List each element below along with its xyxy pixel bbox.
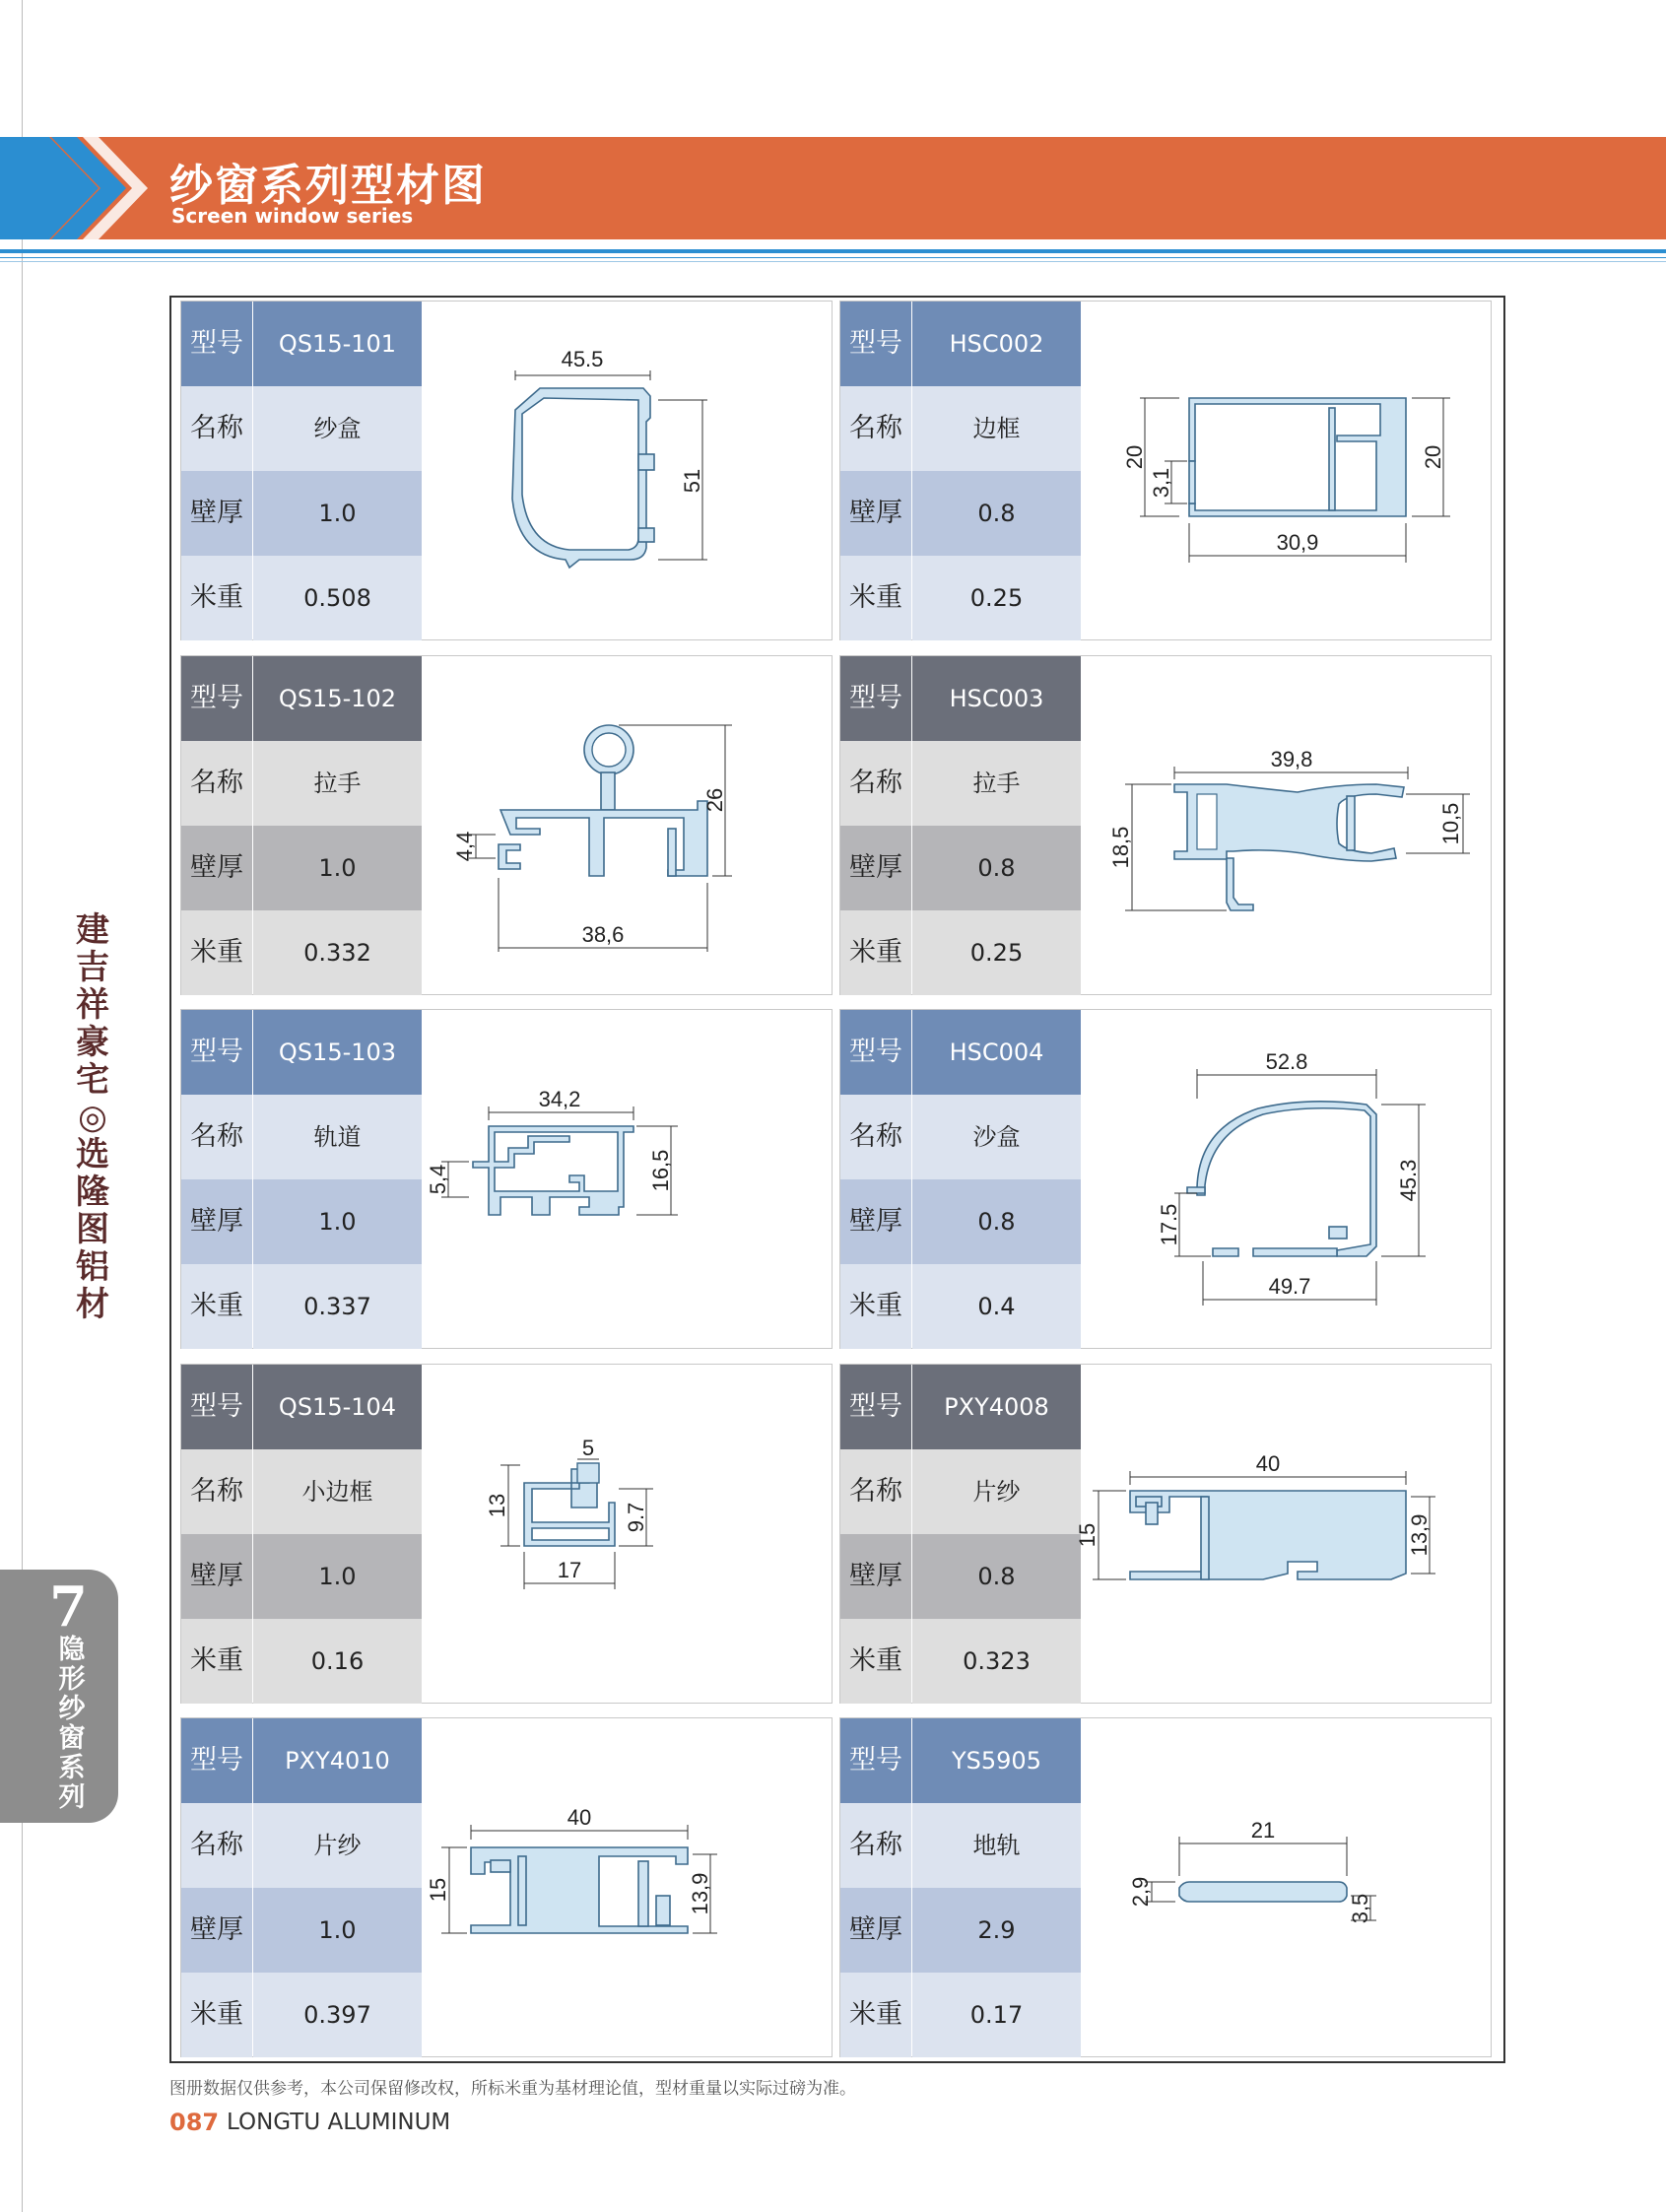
spec-row-thickness [181,1534,422,1619]
spec-row-name [181,1449,422,1534]
dimension-label: 51 [680,468,704,494]
spec-label-model: 型号 [181,302,252,386]
dimension-label: 18,5 [1108,826,1133,869]
profile-drawing [1081,1718,1493,2058]
dimension-label: 13,9 [688,1872,712,1915]
spec-value-weight: 0.25 [912,556,1081,640]
spec-label-model: 型号 [181,1010,252,1095]
spec-row-name [181,741,422,826]
spec-value-model: QS15-102 [253,656,422,741]
spec-row-model [181,1718,422,1803]
spec-row-thickness [840,1179,1081,1264]
dimension-label: 49.7 [1268,1274,1311,1299]
spec-value-model: HSC002 [912,302,1081,386]
spec-value-model: HSC003 [912,656,1081,741]
page-title: 纱窗系列型材图 [169,161,487,211]
spec-row-name [840,1449,1081,1534]
dimension-label: 16,5 [648,1149,673,1192]
spec-label-name: 名称 [181,386,252,471]
spec-value-thickness: 1.0 [253,1179,422,1264]
spec-label-model: 型号 [181,656,252,741]
spec-value-weight: 0.16 [253,1619,422,1704]
header-rule [0,249,1666,253]
spec-value-thickness: 0.8 [912,826,1081,910]
product-card [180,655,833,995]
spec-row-weight [181,1619,422,1704]
spec-value-name: 片纱 [253,1803,422,1888]
spec-value-weight: 0.337 [253,1264,422,1349]
spec-row-thickness [181,471,422,556]
dimension-label: 40 [1255,1451,1281,1476]
spec-label-name: 名称 [181,1803,252,1888]
spec-label-name: 名称 [181,741,252,826]
spec-value-weight: 0.397 [253,1973,422,2057]
spec-label-name: 名称 [840,1095,911,1179]
product-card [839,655,1492,995]
chapter-number: 7 [49,1575,88,1640]
spec-row-name [840,1095,1081,1179]
spec-row-model [181,656,422,741]
dimension-label: 20 [1122,444,1147,470]
dimension-label: 39,8 [1270,747,1313,771]
spec-row-name [840,386,1081,471]
spec-row-name [840,741,1081,826]
spec-row-thickness [181,1888,422,1973]
dimension-label: 3,1 [1149,467,1173,499]
profile-drawing [422,656,833,996]
dimension-label: 4,4 [452,831,477,862]
spec-value-name: 轨道 [253,1095,422,1179]
spec-label-model: 型号 [840,656,911,741]
spec-label-name: 名称 [840,386,911,471]
dimension-label: 40 [566,1805,592,1830]
dimension-label: 52.8 [1265,1049,1308,1074]
spec-label-thickness: 壁厚 [840,471,911,556]
dimension-label: 13,9 [1407,1513,1432,1557]
profile-drawing [1075,1365,1493,1705]
spec-label-model: 型号 [181,1365,252,1449]
spec-row-name [181,386,422,471]
dimension-label: 34,2 [538,1087,581,1111]
spec-value-thickness: 1.0 [253,471,422,556]
spec-label-weight: 米重 [840,1264,911,1349]
spec-label-weight: 米重 [181,1619,252,1704]
product-card [180,1717,833,2057]
dimension-label: 15 [426,1877,450,1903]
spec-label-thickness: 壁厚 [840,826,911,910]
spec-label-weight: 米重 [181,1264,252,1349]
spec-row-weight [840,1619,1081,1704]
spec-value-name: 纱盒 [253,386,422,471]
spec-value-model: PXY4010 [253,1718,422,1803]
spec-label-thickness: 壁厚 [181,1534,252,1619]
spec-value-weight: 0.25 [912,910,1081,995]
dimension-label: 21 [1250,1818,1276,1843]
product-card [839,1009,1492,1349]
dimension-label: 10,5 [1438,802,1463,845]
dimension-label: 20 [1421,444,1445,470]
side-brand-slogan: 建吉祥豪宅◎选隆图铝材 [76,910,109,1324]
product-card [839,1717,1492,2057]
spec-label-model: 型号 [181,1718,252,1803]
spec-row-weight [840,910,1081,995]
spec-row-weight [181,1264,422,1349]
spec-value-name: 小边框 [253,1449,422,1534]
spec-row-model [181,302,422,386]
spec-row-thickness [840,1534,1081,1619]
spec-row-model [840,1718,1081,1803]
profile-drawing [1081,302,1493,641]
product-card [839,1364,1492,1704]
spec-label-model: 型号 [840,1718,911,1803]
spec-value-name: 边框 [912,386,1081,471]
spec-value-model: PXY4008 [912,1365,1081,1449]
dimension-label: 45.3 [1396,1159,1421,1202]
profile-drawing [1081,1010,1493,1350]
spec-label-weight: 米重 [181,1973,252,2057]
spec-value-thickness: 1.0 [253,1534,422,1619]
spec-value-name: 片纱 [912,1449,1081,1534]
spec-row-weight [840,1973,1081,2057]
spec-label-model: 型号 [840,1365,911,1449]
dimension-label: 26 [702,787,727,813]
spec-value-weight: 0.332 [253,910,422,995]
profile-drawing [1081,656,1493,996]
chapter-title: 隐形纱窗系列 [58,1635,86,1813]
dimension-label: 30,9 [1276,530,1319,555]
page-number: 087 [169,2109,220,2136]
spec-label-weight: 米重 [840,556,911,640]
spec-label-weight: 米重 [840,1973,911,2057]
footer-brand: LONGTU ALUMINUM [227,2110,451,2135]
spec-row-model [840,1010,1081,1095]
product-card [180,1009,833,1349]
spec-label-model: 型号 [840,302,911,386]
spec-value-thickness: 1.0 [253,826,422,910]
spec-label-name: 名称 [181,1095,252,1179]
spec-row-thickness [840,826,1081,910]
spec-label-name: 名称 [840,1449,911,1534]
product-card [839,301,1492,640]
spec-value-name: 沙盒 [912,1095,1081,1179]
spec-row-thickness [181,826,422,910]
product-card [180,1364,833,1704]
spec-label-thickness: 壁厚 [840,1179,911,1264]
spec-label-weight: 米重 [840,1619,911,1704]
dimension-label: 5,4 [426,1164,450,1195]
spec-label-name: 名称 [840,1803,911,1888]
spec-value-model: QS15-101 [253,302,422,386]
profile-drawing [422,1718,833,2058]
dimension-label: 5 [581,1436,595,1460]
spec-row-weight [840,1264,1081,1349]
profile-drawing [422,1365,833,1705]
spec-value-thickness: 0.8 [912,1534,1081,1619]
spec-value-model: YS5905 [912,1718,1081,1803]
spec-row-weight [181,910,422,995]
spec-row-name [181,1803,422,1888]
spec-label-thickness: 壁厚 [181,1888,252,1973]
spec-value-name: 地轨 [912,1803,1081,1888]
dimension-label: 3,5 [1348,1893,1372,1924]
dimension-label: 2,9 [1128,1876,1153,1908]
spec-value-name: 拉手 [253,741,422,826]
spec-row-model [840,656,1081,741]
spec-row-weight [181,1973,422,2057]
spec-value-model: QS15-104 [253,1365,422,1449]
dimension-label: 45.5 [561,347,604,371]
spec-row-thickness [840,1888,1081,1973]
dimension-label: 38,6 [581,922,625,947]
dimension-label: 15 [1075,1522,1100,1548]
spec-label-thickness: 壁厚 [840,1888,911,1973]
header-rule [0,257,1666,258]
spec-label-thickness: 壁厚 [181,826,252,910]
spec-row-model [840,1365,1081,1449]
spec-row-thickness [840,471,1081,556]
spec-row-thickness [181,1179,422,1264]
spec-label-weight: 米重 [181,556,252,640]
profile-drawing [422,1010,833,1350]
spec-value-weight: 0.17 [912,1973,1081,2057]
spec-value-model: QS15-103 [253,1010,422,1095]
dimension-label: 17 [557,1558,582,1582]
spec-row-model [181,1365,422,1449]
header-chevron-graphic [0,137,148,239]
dimension-label: 9.7 [624,1502,648,1533]
spec-row-model [840,302,1081,386]
spec-value-weight: 0.4 [912,1264,1081,1349]
spec-row-name [181,1095,422,1179]
spec-label-thickness: 壁厚 [181,471,252,556]
spec-value-model: HSC004 [912,1010,1081,1095]
spec-value-thickness: 0.8 [912,1179,1081,1264]
profile-drawing [422,302,833,641]
spec-label-model: 型号 [840,1010,911,1095]
spec-label-name: 名称 [181,1449,252,1534]
dimension-label: 13 [485,1493,509,1518]
spec-label-thickness: 壁厚 [181,1179,252,1264]
product-card [180,301,833,640]
spec-label-weight: 米重 [840,910,911,995]
spec-value-thickness: 1.0 [253,1888,422,1973]
spec-value-thickness: 2.9 [912,1888,1081,1973]
spec-row-weight [181,556,422,640]
spec-value-weight: 0.508 [253,556,422,640]
dimension-label: 17.5 [1157,1203,1181,1246]
header-rule [0,261,1666,262]
spec-row-name [840,1803,1081,1888]
spec-label-thickness: 壁厚 [840,1534,911,1619]
spec-value-name: 拉手 [912,741,1081,826]
spec-value-thickness: 0.8 [912,471,1081,556]
spec-row-model [181,1010,422,1095]
spec-label-name: 名称 [840,741,911,826]
page-subtitle: Screen window series [171,204,414,228]
spec-row-weight [840,556,1081,640]
footer-disclaimer: 图册数据仅供参考，本公司保留修改权，所标米重为基材理论值，型材重量以实际过磅为准。 [169,2079,856,2099]
spec-label-weight: 米重 [181,910,252,995]
spec-value-weight: 0.323 [912,1619,1081,1704]
